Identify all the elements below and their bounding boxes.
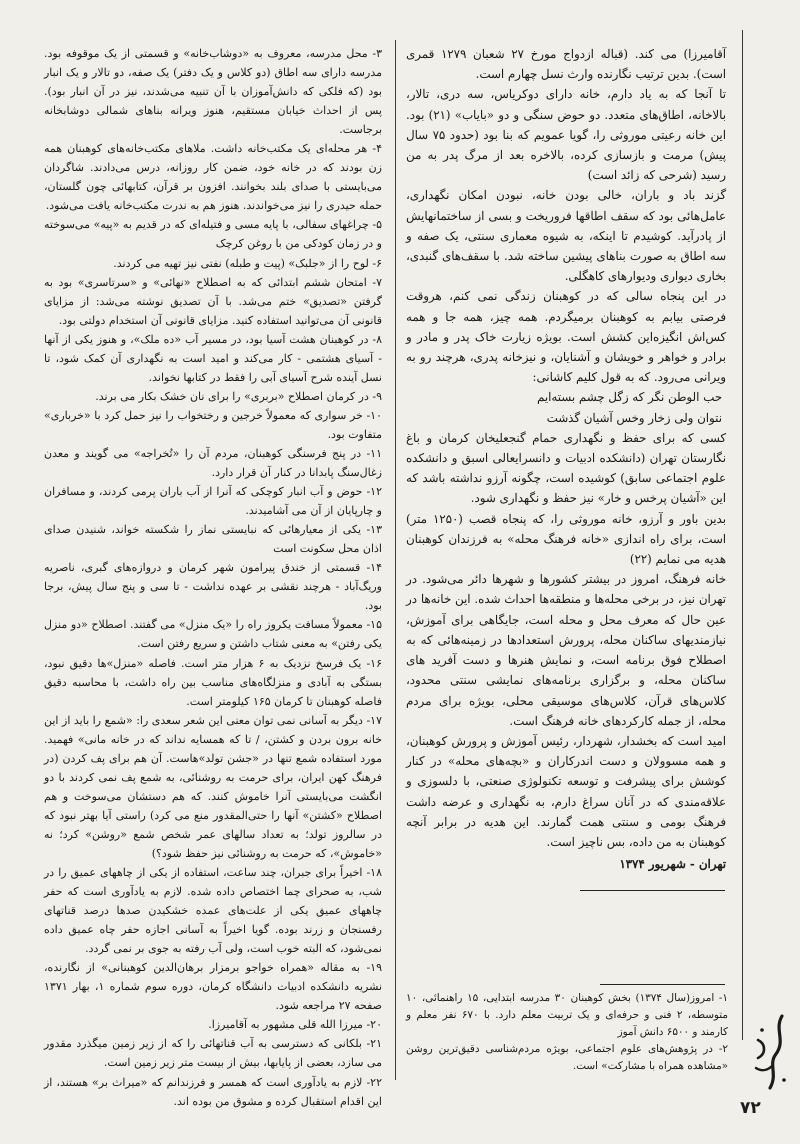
article-paragraph: امید است که بخشدار، شهردار، رئیس آموزش و پرورش کوهبنان، و همه مسوولان و دست اندرکاران و «بچه‌های محله» در کنار کوشش برای پیشرفت و توسعه تکنولوژی صنعتی، با دلسوزی و علاقه‌مندی که در آنان سراغ دارم، به نگهداری و عرضه داشت فرهنگ بومی و سنتی همت گمارند. این هدیه در برابر آنچه کوهبنان به من داده، بس ناچیز است. [406,733,726,849]
article-paragraph: کسی که برای حفظ و نگهداری حمام گنجعلیخان کرمان و باغ نگارستان تهران (دانشکده ادبیات و دانسرایعالی اسبق و دانشکده علوم اجتماعی سابق) کوشیده است، چگونه آرزو نداشته باشد که این «آشیان پرخس و خار» نیز حفظ و نگهداری شود. [406,430,726,506]
endnote: ۱۷- دیگر به آسانی نمی توان معنی این شعر سعدی را: «شمع را باید از این خانه برون بردن و کشتن، / تا که همسایه نداند که در خانه مانی» فهمید. مورد استفاده شمع تنها در «جشن تولد»هاست. آن هم برای پف کردن (در فرهنگ کهن ایران، برای حرمت به روشنائی، به شمع پف نمی کردند با دو انگشت می‌بایستی آنرا خاموش کنند. که هم دستشان می‌سوخت و هم اصطلاح «کشتن» آنها را حتی‌المقدور منع می کرد) راستی آیا بهتر نبود که در سالروز تولد؛ به تعداد سالهای عمر شخص شمع «روشن» کرد؛ نه «خاموش»، که حرمت به روشنائی نیز حفظ شود؟) [44,713,382,860]
endnote: ۸- در کوهبنان هشت آسیا بود، در مسیر آب «ده ملک»، و هنوز یکی از آنها - آسیای هشتمی - کار می‌کند و امید است به نگهداری آن کمک شود، تا نسل آینده شرح آسیای آبی را فقط در کتابها نخواند. [44,332,382,384]
article-paragraph: گزند باد و باران، خالی بودن خانه، نبودن امکان نگهداری، عامل‌هائی بود که سقف اطاقها فروریخت و بسی از ساختمانهایش از پادرآید. کوشیدم تا اینکه، به شیوه معماری سنتی، یک صفه و سه اطاق به صورت بناهای پیشین ساخته شد. با سقف‌های گنبدی، بخاری دیواری ودیوارهای کاهگلی. [406,188,726,284]
endnote: ۱۸- اخیراً برای جبران، چند ساعت، استفاده از یکی از چاههای عمیق را در شب، به صحرای چما اختصاص داده شده. لازم به یادآوری است که حفر چاههای عمیق یکی از علت‌های عمده خشکیدن صدها درصد قناتهای رفسنجان و زرند بوده. گویا اخیراً به آسانی اجازه حفر چاه عمیق داده نمی‌شود، که البته خوب است، ولی آب رفته به جوی بر نمی گردد. [44,866,382,956]
endnote: ۱۰- خر سواری که معمولاً خرجین و رختخواب را نیز حمل کرد با «خرباری» متفاوت بود. [44,408,382,441]
footnotes [406,990,728,1080]
endnote: ۱۳- یکی از معیارهائی که نبایستی نماز را شکسته خواند، شنیدن صدای اذان محل سکونت است [44,523,382,556]
main-article-column [406,44,726,890]
column-divider [395,40,396,1080]
endnote: ۲۰- میرزا الله قلی مشهور به آقامیرزا. [208,1018,382,1032]
endnote: ۷- امتحان ششم ابتدائی که به اصطلاح «نهائی» و «سرتاسری» بود به گرفتن «تصدیق» ختم می‌شد. با آن تصدیق نوشته می‌شد: از مزایای قانونی آن می‌توانید استفاده کنید. مزایای قانونی آن استخدام دولتی بود. [44,275,382,327]
endnote: ۹- در کرمان اصطلاح «بربری» را برای نان خشک بکار می برند. [95,389,382,403]
endnote: ۱۵- معمولاً مسافت یکروز راه را «یک منزل» می گفتند. اصطلاح «دو منزل یکی رفتن» به معنی شتاب داشتن و سریع رفتن است. [44,618,382,651]
endnote: ۶- لوح را از «جلبک» (پیت و طبله) نفتی نیز تهیه می کردند. [113,256,382,270]
margin-rule [742,30,743,1040]
endnote: ۲۲- لازم به یادآوری است که همسر و فرزندانم که «میراث بر» هستند، از این اقدام استقبال کرده و مشوق من بوده اند. [44,1075,382,1108]
poem-line: حب الوطن نگر که زگل چشم بسته‌ایم [537,390,722,405]
endnote: ۵- چراغهای سفالی، با پایه مسی و فتیله‌ای که در قدیم به «پیه» می‌سوخته و در زمان کودکی من با روغن کرچک [44,218,382,251]
article-paragraph: تا آنجا که به یاد دارم، خانه دارای دوکریاس، سه دری، تالار، بالاخانه، اطاق‌های متعدد. دو حوض سنگی و دو «بایاب» (۲۱) بود. این خانه رعیتی موروثی را، گویا عمویم که بنا بود (حدود ۷۵ سال پیش) مرمت و بازسازی کرده، بالاخره بعد از مرگ پدر به من رسید (شرحی که زائد است) [406,87,727,183]
endnote: ۳- محل مدرسه، معروف به «دوشاب‌خانه» و قسمتی از یک موقوفه بود. مدرسه دارای سه اطاق (دو کلاس و یک دفتر) یک صفه، دو تالار و یک انبار بود (که فلکی که دانش‌آموزان با آن تنبیه می‌شدند، نیز در آن انبار بود). پس از احداث خیابان مستقیم، هنوز ویرانه بناهای شمالی دوشابخانه برجاست. [44,47,382,137]
endnote: ۲۱- بلکانی که دسترسی به آب قناتهائی را که از زیر زمین میگذرد مقدور می سازد، بعضی از پایابها، بیش از بیست متر زیر زمین است. [44,1037,382,1070]
endnote: ۱۲- حوض و آب انبار کوچکی که آنرا از آب باران پرمی کردند، و مسافران و چارپایان از آن می آشامیدند. [44,485,382,518]
endnote: ۱۱- در پنج فرسنگی کوهبنان، مردم آن را «تُخراجه» می گویند و معدن زغال‌سنگ پابدانا در کنار آن قرار دارد. [44,446,382,480]
poem-line: نتوان ولی زخار وخس آشیان گذشت [546,410,722,425]
endnote: ۱۹- به مقاله «همراه خواجو برمزار برهان‌الدین کوهبنانی» از نگارنده، نشریه دانشکده ادبیات دانشگاه کرمان، دوره سوم شماره ۱، بهار ۱۳۷۱ صفحه ۲۷ مراجعه شود. [44,961,383,1013]
endnote: ۴- هر محله‌ای یک مکتب‌خانه داشت. ملاهای مکتب‌خانه‌های کوهبنان همه زن بودند که در خانه خود، ضمن کار روزانه، درس می‌دادند. شاگردان می‌بایستی با صدای بلند بخوانند. افزون بر قرآن، کتابهائی چون گلستان، حمله حیدری را نیز می‌خواندند. هنوز هم به ندرت مکتب‌خانه یافت می‌شود. [44,142,382,213]
article-paragraph: در این پنجاه سالی که در کوهبنان زندگی نمی کنم، هروقت فرصتی بیابم به کوهبنان برمیگردم. همه چیز، همه جا و همه کس‌اش انگیزه‌این کشش است. بویژه زیارت خاک پدر و مادر و برادر و خواهر و خویشان و آشنایان، و نیزخانه پدری، هرچند رو به ویرانی می‌رود. که به قول کلیم کاشانی: [406,289,726,385]
footnote: ۲- در پژوهش‌های علوم اجتماعی، بویژه مردم‌شناسی دقیق‌ترین روشن «مشاهده همراه با مشارکت» است. [406,1043,728,1072]
article-paragraph: بدین باور و آرزو، خانه موروثی را، که پنجاه قصب (۱۲۵۰ متر) است، برای راه اندازی «خانه فرهنگ محله» به فرزندان کوهبنان هدیه می نمایم (۲۲) [406,511,726,567]
article-paragraph: آقامیرزا) می کند. (قباله ازدواج مورخ ۲۷ شعبان ۱۲۷۹ قمری است). بدین ترتیب نگارنده وارث نسل چهارم است. [406,47,726,82]
signature-date: تهران - شهریور ۱۳۷۴ [619,857,726,872]
page-number: ۷۲ [740,1098,761,1118]
endnote: ۱۶- یک فرسخ نزدیک به ۶ هزار متر است. فاصله «منزل»ها دقیق نبود، بستگی به آبادی و منزلگاه‌های مناسب بین راه داشت، با محاسبه دقیق فاصله کوهبنان تا کرمان ۱۶۵ کیلومتر است. [44,656,382,708]
article-paragraph: خانه فرهنگ، امروز در بیشتر کشورها و شهرها دائر می‌شود. در تهران نیز، در برخی محله‌ها و منطقه‌ها احداث شده. این خانه‌ها در عین حال که معرف محل و محله است، جایگاهی برای آموزش، نیازمندیهای ساکنان محله، پرورش استعدادها در زمینه‌هائی که به اصطلاح فوق برنامه است، و نمایش هنرها و دست آفرید های ساکنان محله، و برگزاری برنامه‌های نمایشی سنتی محدود، کلاس‌های قرآن، کلاس‌های موسیقی محلی، بویژه برای مردم محله، از جمله کارکردهای خانه فرهنگ است. [406,572,726,728]
footnote-rule [600,984,725,985]
kerman-logo [744,1010,796,1094]
footnote: ۱- امروز(سال ۱۳۷۴) بخش کوهبنان ۳۰ مدرسه ابتدایی، ۱۵ راهنمائی، ۱۰ متوسطه، ۲ فنی و حرفه‌ای و یک تربیت معلم دارد. با ۶۷۰ نفر معلم و کارمند و ۶۵۰۰ دانش آموز [406,992,728,1038]
endnotes-column [44,44,383,1108]
endnote: ۱۴- قسمتی از خندق پیرامون شهر کرمان و دروازه‌های گبری، ناصریه وریگ‌آباد - هرچند نقشی بر عهده نداشت - تا سی و پنج سال پیش، برجا بود. [44,561,382,613]
signature-underline [580,890,725,891]
